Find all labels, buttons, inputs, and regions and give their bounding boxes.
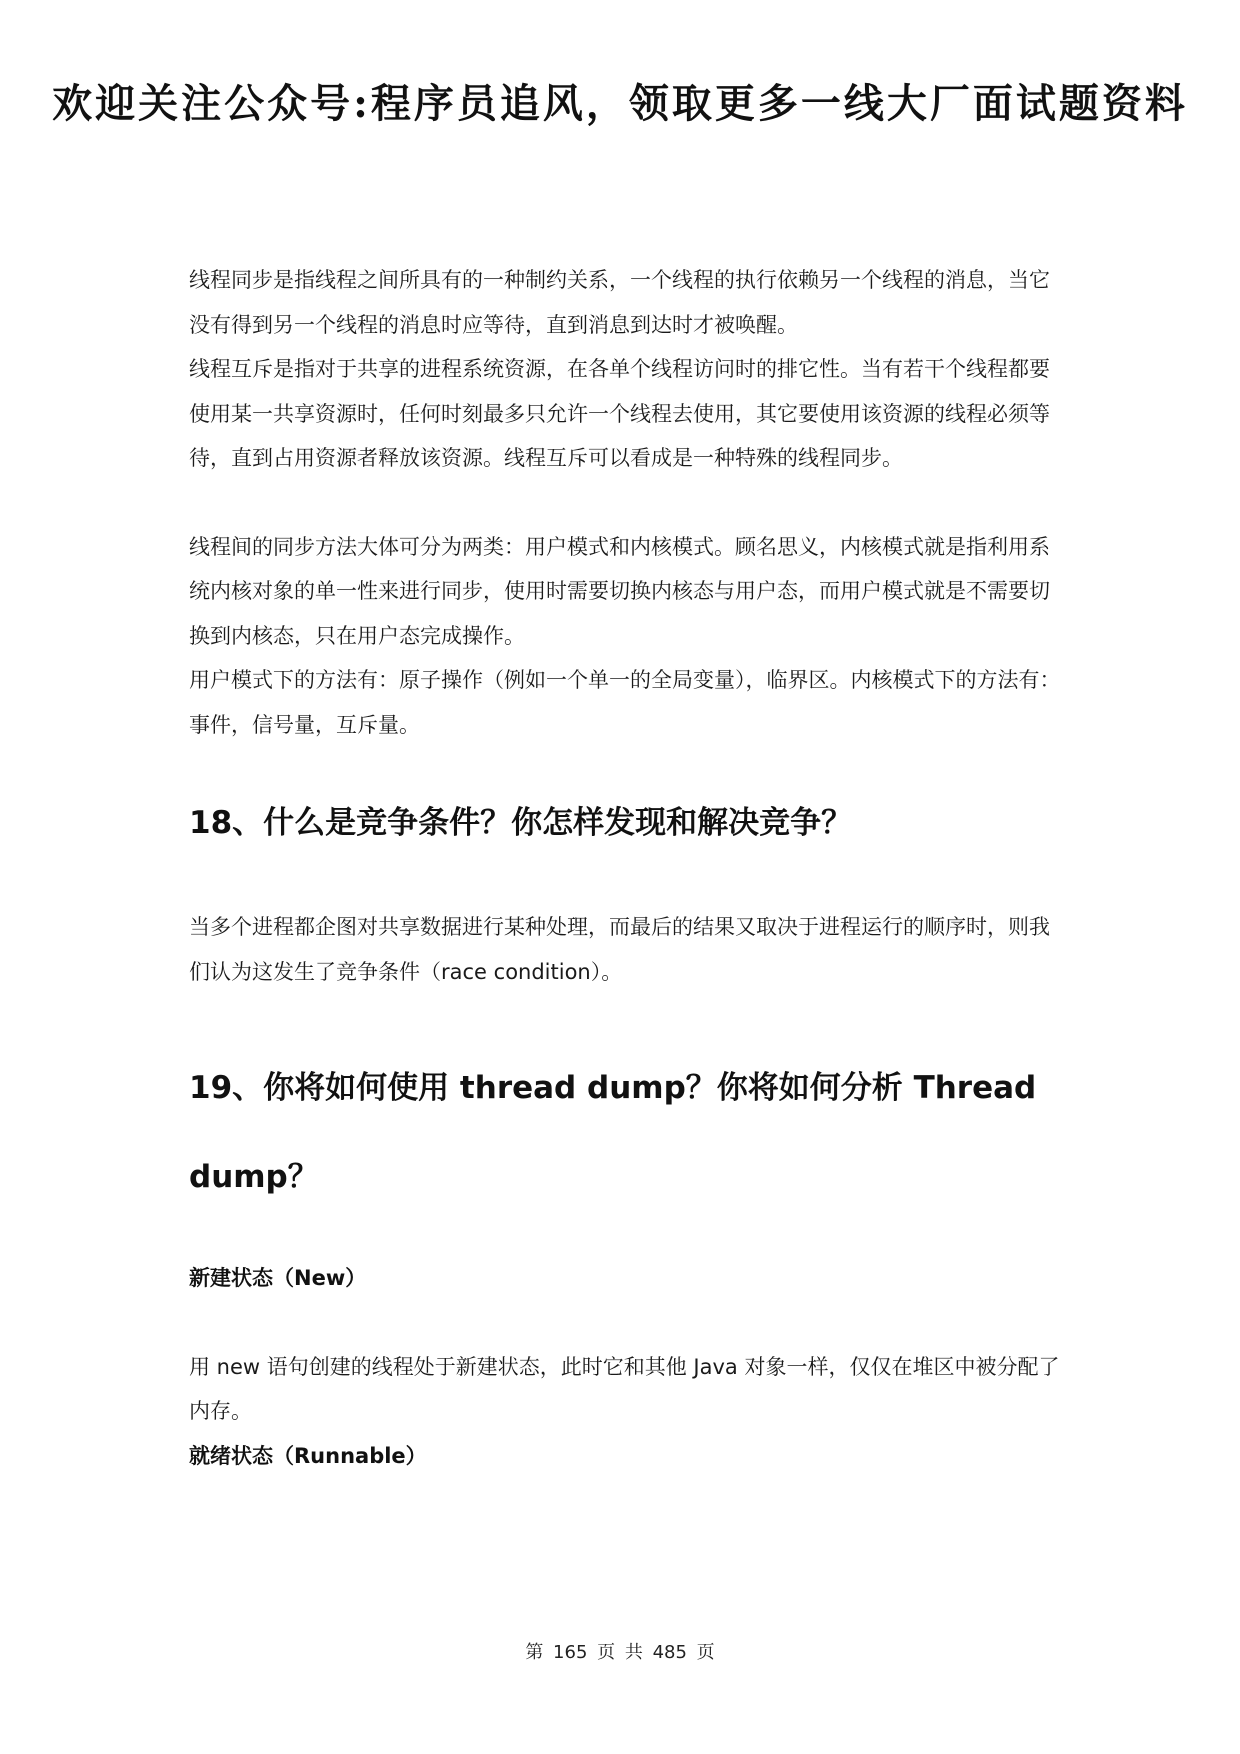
- page-content: [189, 258, 1069, 1478]
- paragraph-user-kernel-methods: 用户模式下的方法有：原子操作（例如一个单一的全局变量），临界区。内核模式下的方法有：事件，信号量，互斥量。: [189, 668, 1061, 737]
- header-banner: 欢迎关注公众号:程序员追风，领取更多一线大厂面试题资料: [52, 80, 1188, 127]
- subheading-new-state: 新建状态（New）: [189, 1266, 367, 1290]
- paragraph-new-state: 用 new 语句创建的线程处于新建状态，此时它和其他 Java 对象一样，仅仅在堆区中被分配了内存。: [189, 1354, 1060, 1423]
- paragraph-sync-methods: 线程间的同步方法大体可分为两类：用户模式和内核模式。顾名思义，内核模式就是指利用系统内核对象的单一性来进行同步，使用时需要切换内核态与用户态，而用户模式就是不需要切换到内核态，只在用户态完成操作。: [189, 534, 1050, 648]
- heading-question-19: 19、你将如何使用 thread dump？你将如何分析 Thread dump？: [189, 1070, 1037, 1195]
- paragraph-race-condition: 当多个进程都企图对共享数据进行某种处理，而最后的结果又取决于进程运行的顺序时，则我们认为这发生了竞争条件（race condition）。: [189, 915, 1050, 984]
- page-number-footer: 第 165 页 共 485 页: [525, 1642, 715, 1663]
- heading-question-18: 18、什么是竞争条件？你怎样发现和解决竞争？: [189, 805, 853, 841]
- subheading-runnable-state: 就绪状态（Runnable）: [189, 1443, 427, 1468]
- paragraph-thread-sync: 线程同步是指线程之间所具有的一种制约关系，一个线程的执行依赖另一个线程的消息，当它没有得到另一个线程的消息时应等待，直到消息到达时才被唤醒。: [189, 268, 1050, 337]
- paragraph-thread-mutex: 线程互斥是指对于共享的进程系统资源，在各单个线程访问时的排它性。当有若干个线程都要使用某一共享资源时，任何时刻最多只允许一个线程去使用，其它要使用该资源的线程必须等待，直到占用资源者释放该资源。线程互斥可以看成是一种特殊的线程同步。: [189, 357, 1050, 470]
